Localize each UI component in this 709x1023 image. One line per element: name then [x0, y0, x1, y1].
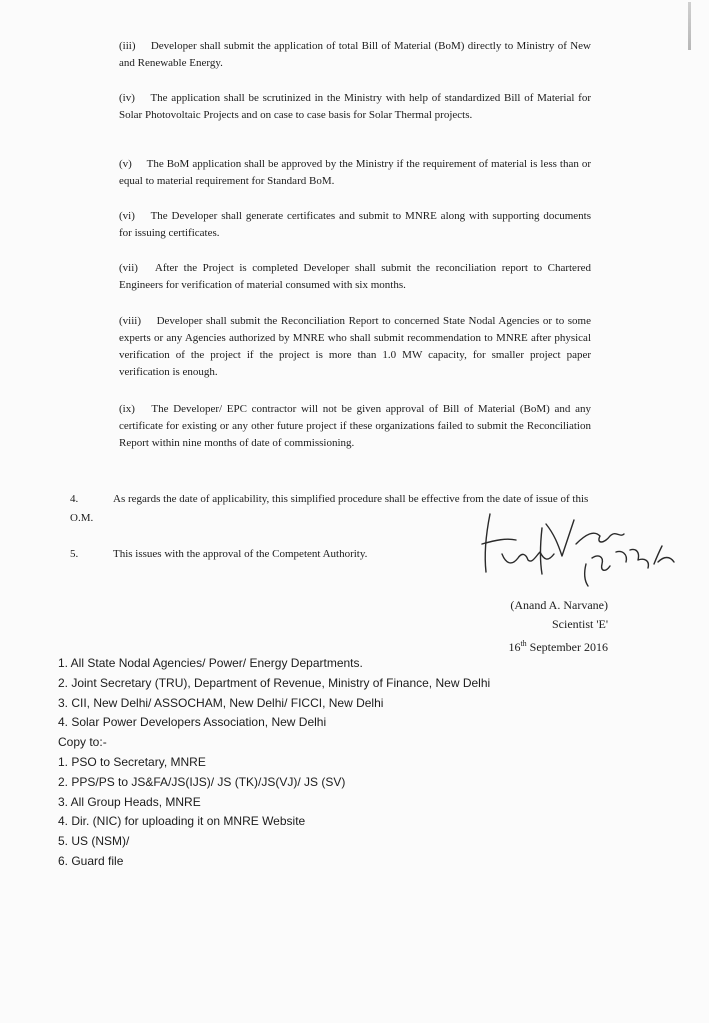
- paragraph-text: This issues with the approval of the Competent Authority.: [113, 548, 368, 560]
- copy-to-label: Copy to:-: [58, 735, 107, 750]
- copy-to-item: 3. All Group Heads, MNRE: [58, 794, 201, 809]
- clause-number: (iii): [119, 40, 136, 52]
- clause-text: After the Project is completed Developer shall submit the reconciliation report to Chartered Engineers for verification of material consumed with six months.: [119, 262, 591, 291]
- clause-number: (ix): [119, 403, 135, 415]
- signatory-designation: Scientist 'E': [552, 617, 608, 631]
- clause-text: The BoM application shall be approved by the Ministry if the requirement of material is less than or equal to material requirement for Standard BoM.: [119, 158, 591, 187]
- clause-vi: [119, 208, 591, 242]
- recipient-item: 4. Solar Power Developers Association, New Delhi: [58, 715, 327, 730]
- distribution-list: [58, 654, 558, 872]
- clause-vii: [119, 260, 591, 294]
- copy-to-item: 6. Guard file: [58, 853, 124, 868]
- clause-text: The application shall be scrutinized in the Ministry with help of standardized Bill of Material for Solar Photovoltaic Projects and on case to case basis for Solar Thermal projects.: [119, 92, 591, 121]
- clause-v: [119, 156, 591, 190]
- clause-number: (viii): [119, 315, 141, 327]
- clause-text: Developer shall submit the application of total Bill of Material (BoM) directly to Ministry of New and Renewable Energy.: [119, 40, 591, 69]
- clause-number: (v): [119, 158, 132, 170]
- scan-edge-mark: [688, 2, 691, 50]
- clause-iii: [119, 38, 591, 72]
- clause-number: (vi): [119, 210, 135, 222]
- copy-to-item: 5. US (NSM)/: [58, 834, 130, 849]
- clause-iv: [119, 90, 591, 124]
- paragraph-text: As regards the date of applicability, this simplified procedure shall be effective from the date of issue of this O.M.: [70, 493, 589, 524]
- signatory-name: (Anand A. Narvane): [510, 598, 608, 612]
- recipient-item: 3. CII, New Delhi/ ASSOCHAM, New Delhi/ FICCI, New Delhi: [58, 695, 384, 710]
- signature-block: [468, 596, 608, 657]
- paragraph-number: 5.: [70, 548, 79, 560]
- clause-text: The Developer/ EPC contractor will not be given approval of Bill of Material (BoM) and any certificate for existing or any other future project if these organizations failed to submit the Reconciliation Report within nine months of date of commissioning.: [119, 403, 591, 449]
- handwritten-signature: [476, 494, 696, 594]
- signature-date: 16th September 2016: [508, 639, 608, 654]
- clause-number: (vii): [119, 262, 138, 274]
- recipient-item: 2. Joint Secretary (TRU), Department of Revenue, Ministry of Finance, New Delhi: [58, 675, 491, 690]
- copy-to-item: 4. Dir. (NIC) for uploading it on MNRE Website: [58, 814, 306, 829]
- paragraph-number: 4.: [70, 493, 79, 505]
- recipient-item: 1. All State Nodal Agencies/ Power/ Energy Departments.: [58, 656, 363, 670]
- copy-to-item: 1. PSO to Secretary, MNRE: [58, 754, 206, 769]
- clause-ix: [119, 401, 591, 452]
- copy-to-item: 2. PPS/PS to JS&FA/JS(IJS)/ JS (TK)/JS(VJ)/ JS (SV): [58, 774, 346, 789]
- clause-number: (iv): [119, 92, 135, 104]
- clause-text: The Developer shall generate certificates and submit to MNRE along with supporting documents for issuing certificates.: [119, 210, 591, 239]
- clause-text: Developer shall submit the Reconciliation Report to concerned State Nodal Agencies or to some experts or any Agencies authorized by MNRE who shall submit recommendation to MNRE after physical verification of the project if the project is more than 1.0 MW capacity, for smaller project paper verification is enough.: [119, 315, 591, 378]
- clause-viii: [119, 313, 591, 381]
